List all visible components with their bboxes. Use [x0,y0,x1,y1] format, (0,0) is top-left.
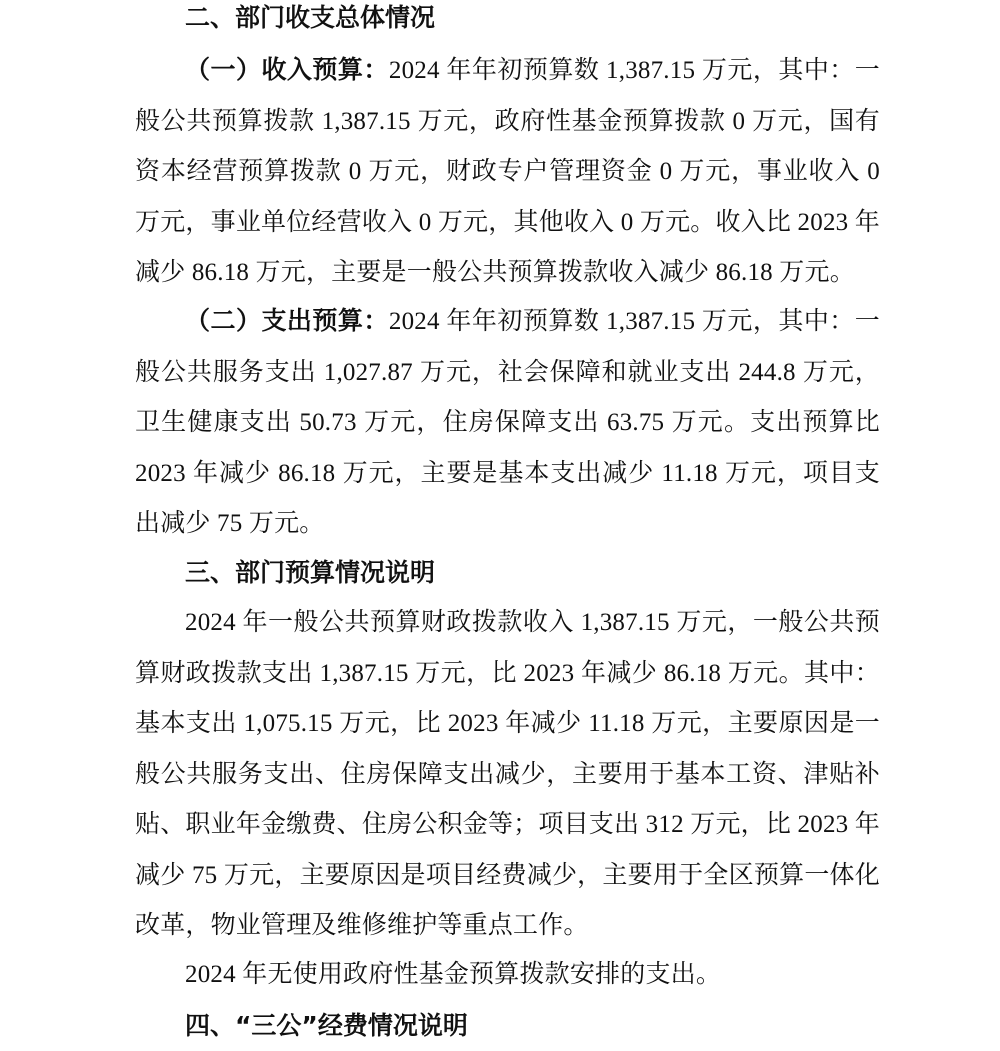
expense-budget-paragraph [135,296,880,550]
section-heading-three-public-expenses: 四、“三公”经费情况说明 [185,1011,468,1040]
income-budget-label: （一）收入预算： [185,55,389,84]
government-fund-paragraph: 2024 年无使用政府性基金预算拨款安排的支出。 [185,961,722,988]
section-heading-budget-explanation: 三、部门预算情况说明 [185,558,436,587]
expense-budget-text: 2024 年年初预算数 1,387.15 万元，其中：一般公共服务支出 1,027.87 万元，社会保障和就业支出 244.8 万元，卫生健康支出 50.73 万元，住房保障支出 63.75 万元。支出预算比 2023 年减少 86.18 万元，主要是基本支出减少 11.18 万元，项目支出减少 75 万元。 [135,308,880,537]
income-budget-paragraph [135,45,880,299]
budget-explanation-paragraph: 2024 年一般公共预算财政拨款收入 1,387.15 万元，一般公共预算财政拨款支出 1,387.15 万元，比 2023 年减少 86.18 万元。其中：基本支出 1,075.15 万元，比 2023 年减少 11.18 万元，主要原因是一般公共服务支出、住房保障支出减少，主要用于基本工资、津贴补贴、职业年金缴费、住房公积金等；项目支出 312 万元，比 2023 年减少 75 万元，主要原因是项目经费减少，主要用于全区预算一体化改革，物业管理及维修维护等重点工作。 [135,609,880,939]
expense-budget-label: （二）支出预算： [185,306,389,335]
section-heading-income-expense: 二、部门收支总体情况 [185,3,436,32]
income-budget-text: 2024 年年初预算数 1,387.15 万元，其中：一般公共预算拨款 1,387.15 万元，政府性基金预算拨款 0 万元，国有资本经营预算拨款 0 万元，财政专户管理资金 0 万元，事业收入 0 万元，事业单位经营收入 0 万元，其他收入 0 万元。收入比 2023 年减少 86.18 万元，主要是一般公共预算拨款收入减少 86.18 万元。 [135,57,880,286]
